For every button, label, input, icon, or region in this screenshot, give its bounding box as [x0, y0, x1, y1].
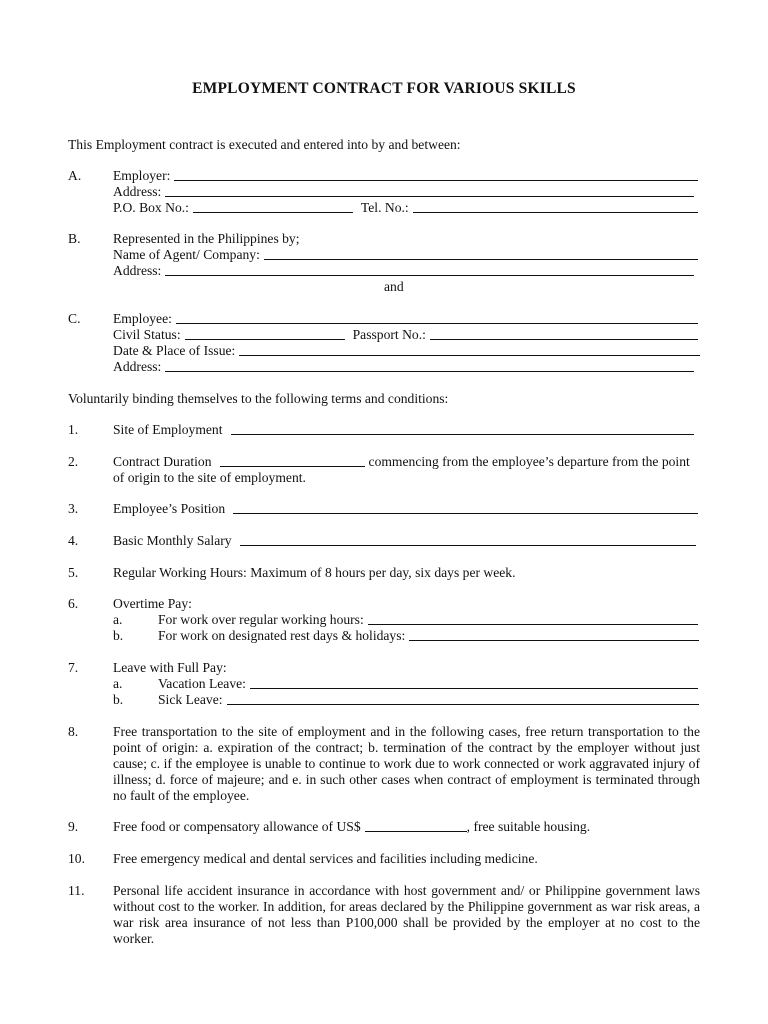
overtime-rest-days-label: For work on designated rest days & holidays:	[158, 628, 406, 643]
food-allowance-row	[113, 819, 590, 835]
insurance-paragraph: Personal life accident insurance in accordance with host government and/ or Philippine government laws without cost to the worker. In addition, for areas declared by the Philippine government as war risk areas, a war risk area insurance of not less than P100,000 shall be provided by the employer at no cost to the worker.	[113, 883, 700, 946]
issue-field[interactable]	[113, 343, 700, 359]
salary-label: Basic Monthly Salary	[113, 533, 232, 548]
agent-field[interactable]	[113, 247, 698, 263]
employer-label: Employer:	[113, 168, 171, 183]
term-10-number: 10.	[68, 851, 85, 866]
term-2-number: 2.	[68, 454, 79, 469]
civil-status-label: Civil Status:	[113, 327, 181, 342]
tel-label: Tel. No.:	[360, 200, 409, 215]
pobox-tel-row	[113, 200, 698, 216]
duration-after-text: commencing from the employee’s departure from the point	[368, 454, 690, 469]
tel-blank[interactable]	[413, 200, 698, 213]
duration-label: Contract Duration	[113, 454, 212, 469]
agent-address-blank[interactable]	[165, 263, 694, 276]
passport-label: Passport No.:	[352, 327, 426, 342]
represented-text: Represented in the Philippines by;	[113, 231, 300, 246]
contract-duration-row	[113, 454, 701, 470]
document-title: EMPLOYMENT CONTRACT FOR VARIOUS SKILLS	[192, 80, 576, 97]
leave-a-letter: a.	[113, 676, 123, 691]
employer-field[interactable]	[113, 168, 698, 184]
site-blank[interactable]	[231, 422, 695, 435]
employee-label: Employee:	[113, 311, 172, 326]
medical-text: Free emergency medical and dental services and facilities including medicine.	[113, 851, 538, 866]
agent-blank[interactable]	[264, 247, 698, 260]
employee-address-blank[interactable]	[165, 359, 694, 372]
civil-passport-row	[113, 327, 698, 343]
overtime-regular-label: For work over regular working hours:	[158, 612, 364, 627]
pobox-blank[interactable]	[193, 200, 353, 213]
employer-address-blank[interactable]	[165, 184, 694, 197]
passport-blank[interactable]	[430, 327, 698, 340]
position-field[interactable]	[113, 501, 698, 517]
overtime-rest-days-blank[interactable]	[409, 628, 699, 641]
term-1-number: 1.	[68, 422, 79, 437]
position-label: Employee’s Position	[113, 501, 226, 516]
sick-leave-field[interactable]	[158, 692, 699, 708]
employee-field[interactable]	[113, 311, 698, 327]
employee-address-label: Address:	[113, 359, 162, 374]
vacation-leave-label: Vacation Leave:	[158, 676, 246, 691]
term-11-number: 11.	[68, 883, 85, 898]
leave-b-letter: b.	[113, 692, 124, 707]
pobox-label: P.O. Box No.:	[113, 200, 189, 215]
overtime-rest-days-field[interactable]	[158, 628, 699, 644]
binding-text: Voluntarily binding themselves to the following terms and conditions:	[68, 391, 449, 406]
issue-label: Date & Place of Issue:	[113, 343, 236, 358]
employee-blank[interactable]	[176, 311, 698, 324]
issue-blank[interactable]	[239, 343, 700, 356]
overtime-b-letter: b.	[113, 628, 124, 643]
working-hours-text: Regular Working Hours: Maximum of 8 hours per day, six days per week.	[113, 565, 516, 580]
employee-address-field[interactable]	[113, 359, 694, 375]
term-3-number: 3.	[68, 501, 79, 516]
food-allowance-text: Free food or compensatory allowance of US$	[113, 819, 361, 834]
duration-line2: of origin to the site of employment.	[113, 470, 306, 485]
intro-text: This Employment contract is executed and entered into by and between:	[68, 137, 461, 152]
vacation-leave-field[interactable]	[158, 676, 698, 692]
site-label: Site of Employment	[113, 422, 223, 437]
employer-address-field[interactable]	[113, 184, 694, 200]
term-9-number: 9.	[68, 819, 79, 834]
leave-label: Leave with Full Pay:	[113, 660, 227, 675]
agent-label: Name of Agent/ Company:	[113, 247, 260, 262]
term-8-number: 8.	[68, 724, 79, 739]
term-4-number: 4.	[68, 533, 79, 548]
term-5-number: 5.	[68, 565, 79, 580]
housing-text: , free suitable housing.	[466, 819, 591, 834]
section-c-letter: C.	[68, 311, 81, 326]
overtime-a-letter: a.	[113, 612, 123, 627]
position-blank[interactable]	[233, 501, 698, 514]
duration-blank[interactable]	[220, 454, 365, 467]
employer-address-label: Address:	[113, 184, 162, 199]
and-text: and	[384, 279, 404, 294]
section-a-letter: A.	[68, 168, 82, 183]
vacation-leave-blank[interactable]	[250, 676, 698, 689]
section-b-letter: B.	[68, 231, 81, 246]
term-7-number: 7.	[68, 660, 79, 675]
overtime-regular-field[interactable]	[158, 612, 698, 628]
overtime-regular-blank[interactable]	[368, 612, 698, 625]
employer-blank[interactable]	[174, 168, 698, 181]
term-6-number: 6.	[68, 596, 79, 611]
civil-status-blank[interactable]	[185, 327, 345, 340]
site-of-employment-field[interactable]	[113, 422, 694, 438]
overtime-label: Overtime Pay:	[113, 596, 192, 611]
salary-field[interactable]	[113, 533, 696, 549]
agent-address-field[interactable]	[113, 263, 694, 279]
sick-leave-label: Sick Leave:	[158, 692, 223, 707]
transportation-paragraph: Free transportation to the site of employment and in the following cases, free return transportation to the point of origin: a. expiration of the contract; b. termination of the contract by the employer without just cause; c. if the employee is unable to continue to work due to work connected or work aggravated injury of illness; d. force of majeure; and e. in such other cases when contract of employment is terminated through no fault of the employee.	[113, 724, 700, 803]
salary-blank[interactable]	[240, 533, 696, 546]
agent-address-label: Address:	[113, 263, 162, 278]
food-allowance-blank[interactable]	[365, 819, 467, 832]
sick-leave-blank[interactable]	[227, 692, 699, 705]
